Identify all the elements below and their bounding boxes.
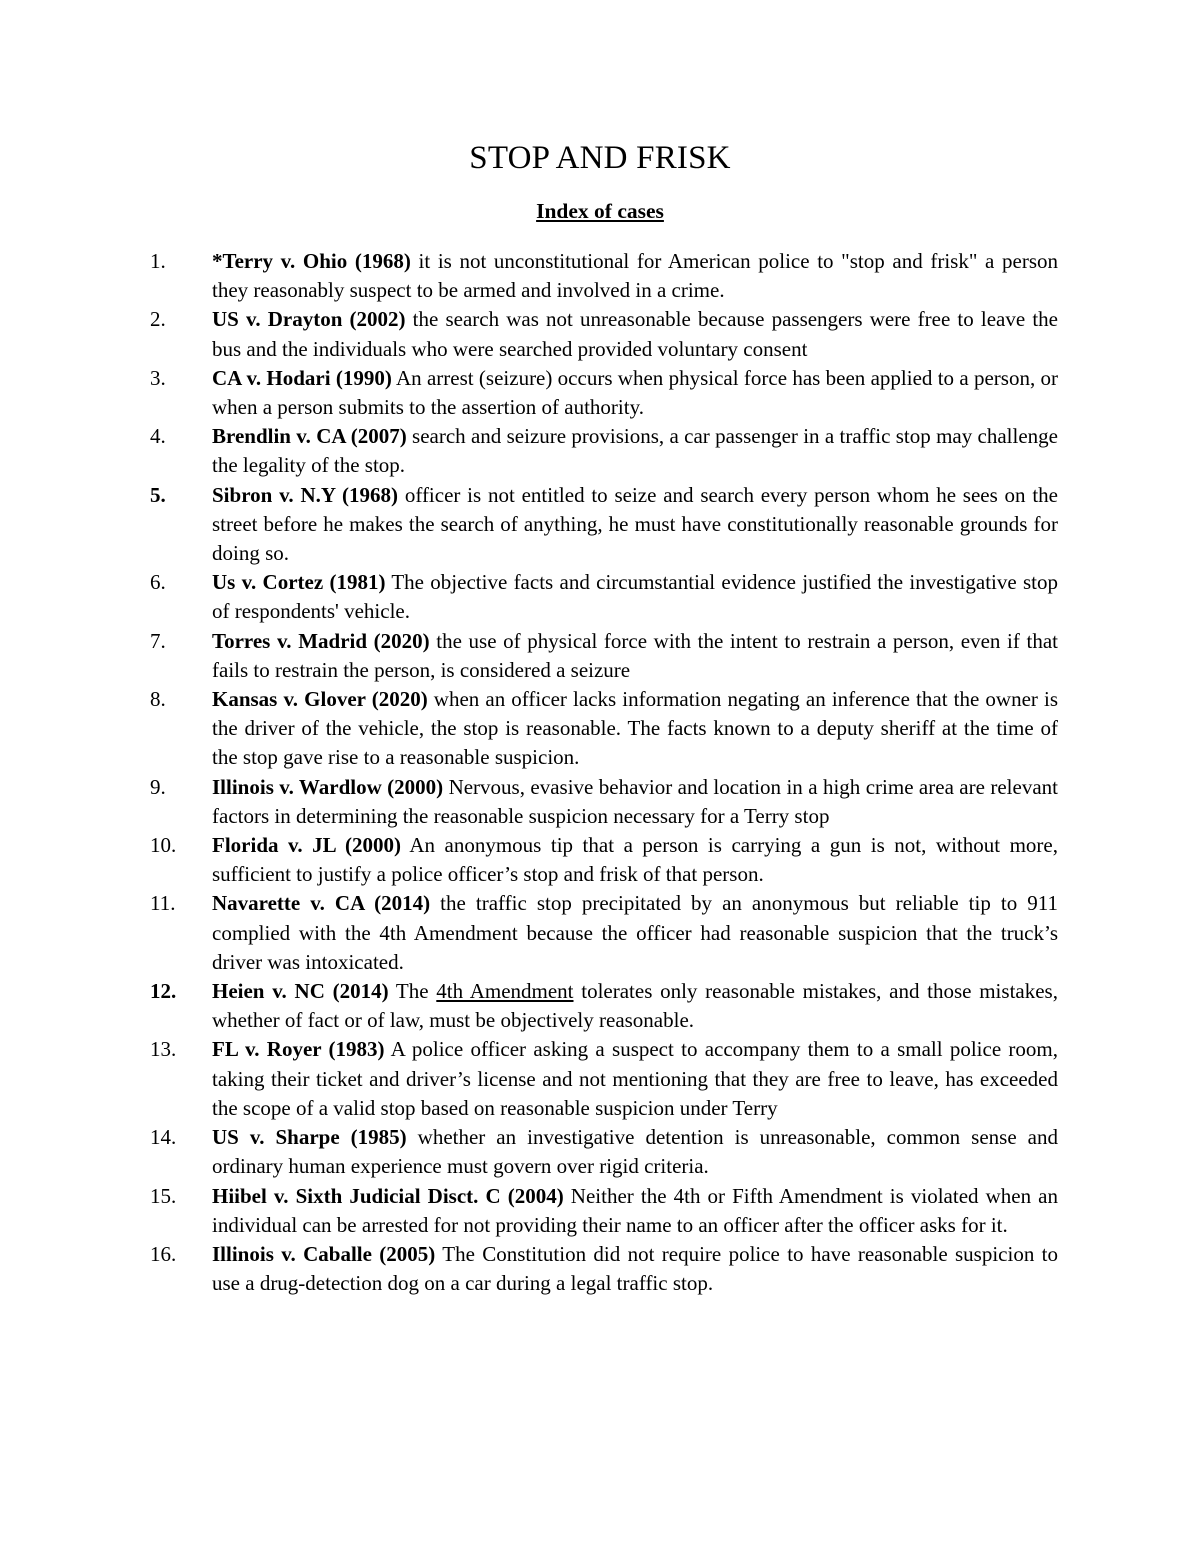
case-description: An arrest (seizure) occurs when physical force has been applied to a person, or when a person submits to the assertion of authority. (212, 365, 1059, 420)
case-name: Florida v. JL (2000) (212, 833, 401, 858)
case-description: the traffic stop precipitated by an anonymous but reliable tip to 911 complied with the 4th Amendment because the officer had reasonable suspicion that the truck’s driver was intoxicated. (212, 891, 1058, 974)
case-name: US v. Sharpe (1985) (212, 1125, 407, 1150)
case-description: The objective facts and circumstantial evidence justified the investigative stop of respondents' vehicle. (212, 570, 1058, 624)
case-name: US v. Drayton (2002) (212, 307, 406, 332)
case-number: 5. (150, 482, 166, 507)
case-description: The Constitution did not require police to have reasonable suspicion to use a drug-detection dog on a car during a legal traffic stop. (212, 1241, 1058, 1296)
list-item (0, 1240, 1200, 1298)
list-item (0, 773, 1200, 831)
case-description: it is not unconstitutional for American police to "stop and frisk" a person they reasonably suspect to be armed and involved in a crime. (212, 249, 1058, 303)
case-number: 7. (150, 628, 166, 653)
case-number: 6. (150, 570, 166, 595)
case-index-list (0, 247, 1200, 1298)
case-number: 10. (150, 833, 177, 858)
case-name: FL v. Royer (1983) (212, 1037, 385, 1062)
case-description: the search was not unreasonable because passengers were free to leave the bus and the individuals who were searched provided voluntary consent (212, 307, 1058, 361)
case-description: tolerates only reasonable mistakes, and those mistakes, whether of fact or of law, must be objectively reasonable. (212, 979, 1058, 1033)
case-description-prefix: The (388, 979, 437, 1004)
list-item (0, 1182, 1200, 1240)
list-item (0, 1035, 1200, 1123)
list-item (0, 1123, 1200, 1181)
list-item (0, 889, 1200, 977)
case-number: 16. (150, 1241, 177, 1266)
list-item (0, 481, 1200, 569)
case-name: Kansas v. Glover (2020) (212, 687, 428, 712)
case-name: Sibron v. N.Y (1968) (212, 482, 399, 507)
case-name: Brendlin v. CA (2007) (212, 424, 407, 449)
case-name: Navarette v. CA (2014) (212, 891, 431, 916)
case-number: 13. (150, 1037, 177, 1062)
list-item (0, 305, 1200, 363)
document-title: STOP AND FRISK (469, 140, 731, 176)
case-name: Us v. Cortez (1981) (212, 570, 386, 595)
case-number: 4. (150, 424, 166, 449)
list-item (0, 831, 1200, 889)
case-number: 14. (150, 1125, 177, 1150)
case-description: whether an investigative detention is unreasonable, common sense and ordinary human experience must govern over rigid criteria. (212, 1125, 1058, 1179)
case-description: A police officer asking a suspect to accompany them to a small police room, taking their ticket and driver’s license and not mentioning that they are free to leave, has exceeded the scope of a valid stop based on reasonable suspicion under Terry (212, 1037, 1058, 1120)
case-number: 12. (150, 979, 177, 1004)
case-description: Nervous, evasive behavior and location in a high crime area are relevant factors in determining the reasonable suspicion necessary for a Terry stop (212, 774, 1058, 828)
list-item (0, 247, 1200, 305)
case-description: Neither the 4th or Fifth Amendment is violated when an individual can be arrested for not providing their name to an officer after the officer asks for it. (212, 1183, 1059, 1237)
list-item (0, 977, 1200, 1035)
list-item (0, 685, 1200, 773)
list-item (0, 364, 1200, 422)
case-number: 8. (150, 687, 166, 712)
case-name: Illinois v. Caballe (2005) (212, 1241, 436, 1266)
case-number: 11. (150, 891, 176, 916)
case-number: 9. (150, 774, 166, 799)
case-name: CA v. Hodari (1990) (212, 365, 392, 390)
case-name: Heien v. NC (2014) (212, 979, 389, 1004)
case-name: *Terry v. Ohio (1968) (212, 249, 411, 273)
case-description: officer is not entitled to seize and search every person whom he sees on the street before he makes the search of anything, he must have constitutionally reasonable grounds for doing so. (212, 482, 1058, 566)
case-name: Hiibel v. Sixth Judicial Disct. C (2004) (212, 1183, 564, 1208)
case-description: search and seizure provisions, a car passenger in a traffic stop may challenge the legality of the stop. (212, 424, 1058, 478)
case-name: Torres v. Madrid (2020) (212, 628, 430, 653)
list-item (0, 568, 1200, 626)
case-number: 2. (150, 307, 166, 332)
case-description: An anonymous tip that a person is carrying a gun is not, without more, sufficient to justify a police officer’s stop and frisk of that person. (212, 833, 1058, 887)
case-number: 3. (150, 365, 166, 390)
amendment-link[interactable]: 4th Amendment (436, 979, 574, 1004)
case-number: 15. (150, 1183, 177, 1208)
case-description: the use of physical force with the intent to restrain a person, even if that fails to restrain the person, is considered a seizure (212, 628, 1058, 682)
case-name: Illinois v. Wardlow (2000) (212, 774, 444, 799)
list-item (0, 627, 1200, 685)
list-item (0, 422, 1200, 480)
case-number: 1. (150, 249, 166, 273)
case-description: when an officer lacks information negating an inference that the owner is the driver of the vehicle, the stop is reasonable. The facts known to a deputy sheriff at the time of the stop gave rise to a reasonable suspicion. (212, 687, 1058, 770)
document-subtitle: Index of cases (536, 199, 664, 223)
